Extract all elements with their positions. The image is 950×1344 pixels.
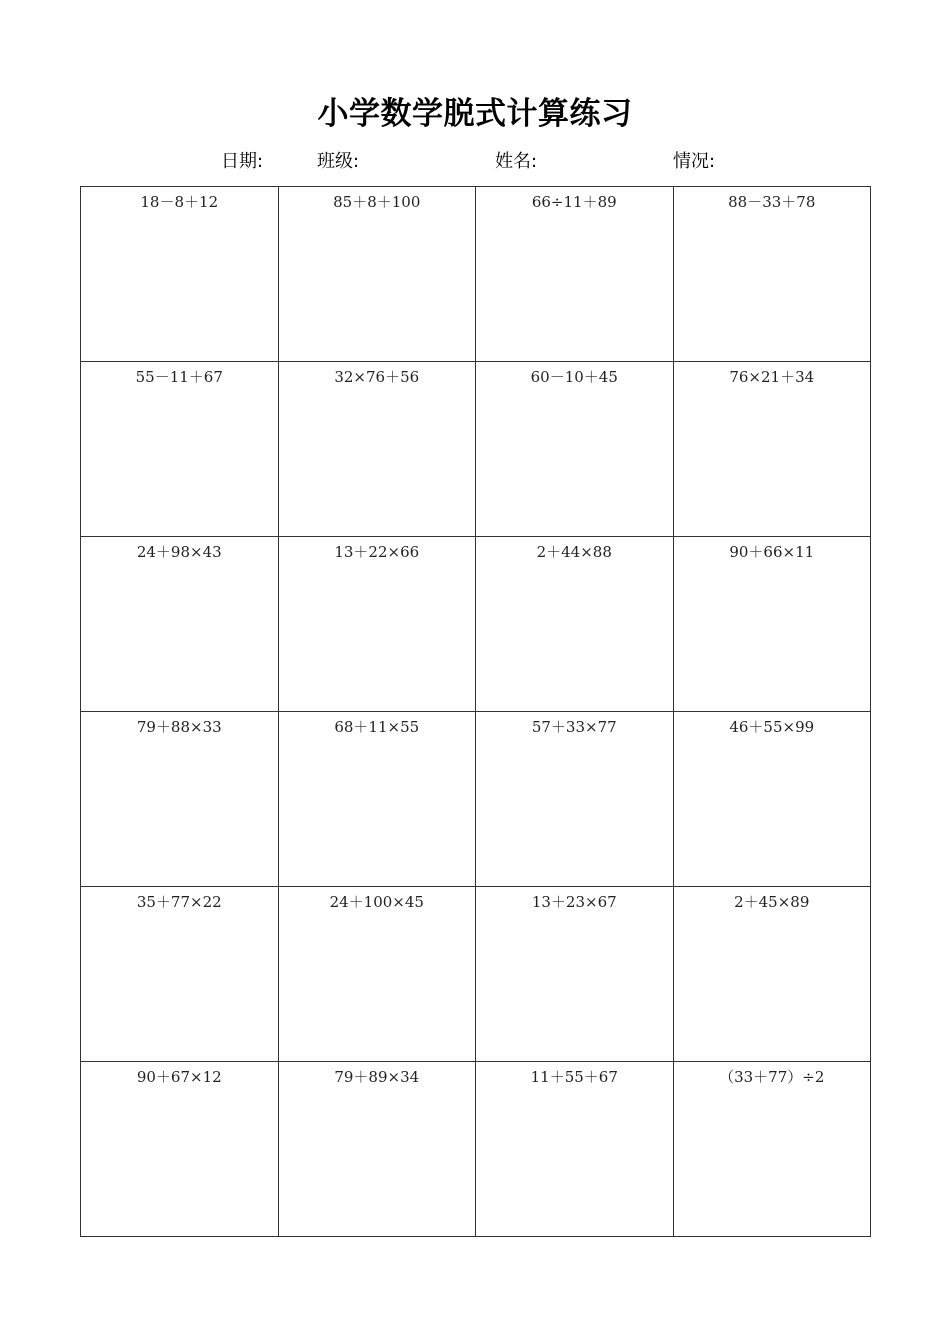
problem-cell [81,187,279,362]
problem-cell [476,362,674,537]
problem-cell [673,1062,871,1237]
problem-row [81,712,871,887]
name-label: 姓名: [495,151,538,172]
worksheet-title: 小学数学脱式计算练习 [317,96,633,132]
problem-expression: 88－33＋78 [728,193,816,211]
problem-expression: 60－10＋45 [530,368,618,386]
problem-cell [81,712,279,887]
problem-expression: 32×76＋56 [334,368,420,386]
problem-expression: 18－8＋12 [140,193,219,211]
problem-cell [278,1062,476,1237]
problem-cell [673,887,871,1062]
problem-expression: 90＋67×12 [136,1068,222,1086]
problem-expression: 24＋100×45 [329,893,424,911]
problem-expression: 85＋8＋100 [333,193,421,211]
problem-cell [476,187,674,362]
problem-cell [673,362,871,537]
problem-expression: 13＋23×67 [531,893,617,911]
problem-expression: 11＋55＋67 [530,1068,618,1086]
problem-cell [476,712,674,887]
problem-expression: （33＋77）÷2 [719,1068,825,1086]
problem-expression: 13＋22×66 [334,543,420,561]
problem-expression: 76×21＋34 [729,368,815,386]
problem-expression: 2＋44×88 [536,543,612,561]
problem-expression: 68＋11×55 [334,718,420,736]
problem-cell [278,187,476,362]
problem-cell [81,1062,279,1237]
problem-expression: 57＋33×77 [531,718,617,736]
problem-cell [673,712,871,887]
problem-expression: 2＋45×89 [734,893,810,911]
date-label: 日期: [221,151,264,172]
problem-cell [673,187,871,362]
status-label: 情况: [673,151,716,172]
problem-cell [476,1062,674,1237]
class-label: 班级: [317,151,360,172]
problem-expression: 79＋89×34 [334,1068,420,1086]
problem-expression: 90＋66×11 [729,543,815,561]
problem-row [81,887,871,1062]
problem-expression: 46＋55×99 [729,718,815,736]
problem-cell [81,362,279,537]
problem-row [81,1062,871,1237]
problem-cell [278,712,476,887]
problem-row [81,187,871,362]
problem-expression: 35＋77×22 [136,893,222,911]
problem-grid [80,186,871,1237]
problem-expression: 24＋98×43 [136,543,222,561]
problem-cell [278,887,476,1062]
problem-cell [81,537,279,712]
problem-cell [278,537,476,712]
problem-cell [673,537,871,712]
problem-row [81,537,871,712]
problem-cell [476,537,674,712]
problem-expression: 55－11＋67 [135,368,223,386]
problem-cell [278,362,476,537]
problem-cell [476,887,674,1062]
problem-row [81,362,871,537]
problem-expression: 79＋88×33 [136,718,222,736]
problem-expression: 66÷11＋89 [531,193,617,211]
problem-cell [81,887,279,1062]
